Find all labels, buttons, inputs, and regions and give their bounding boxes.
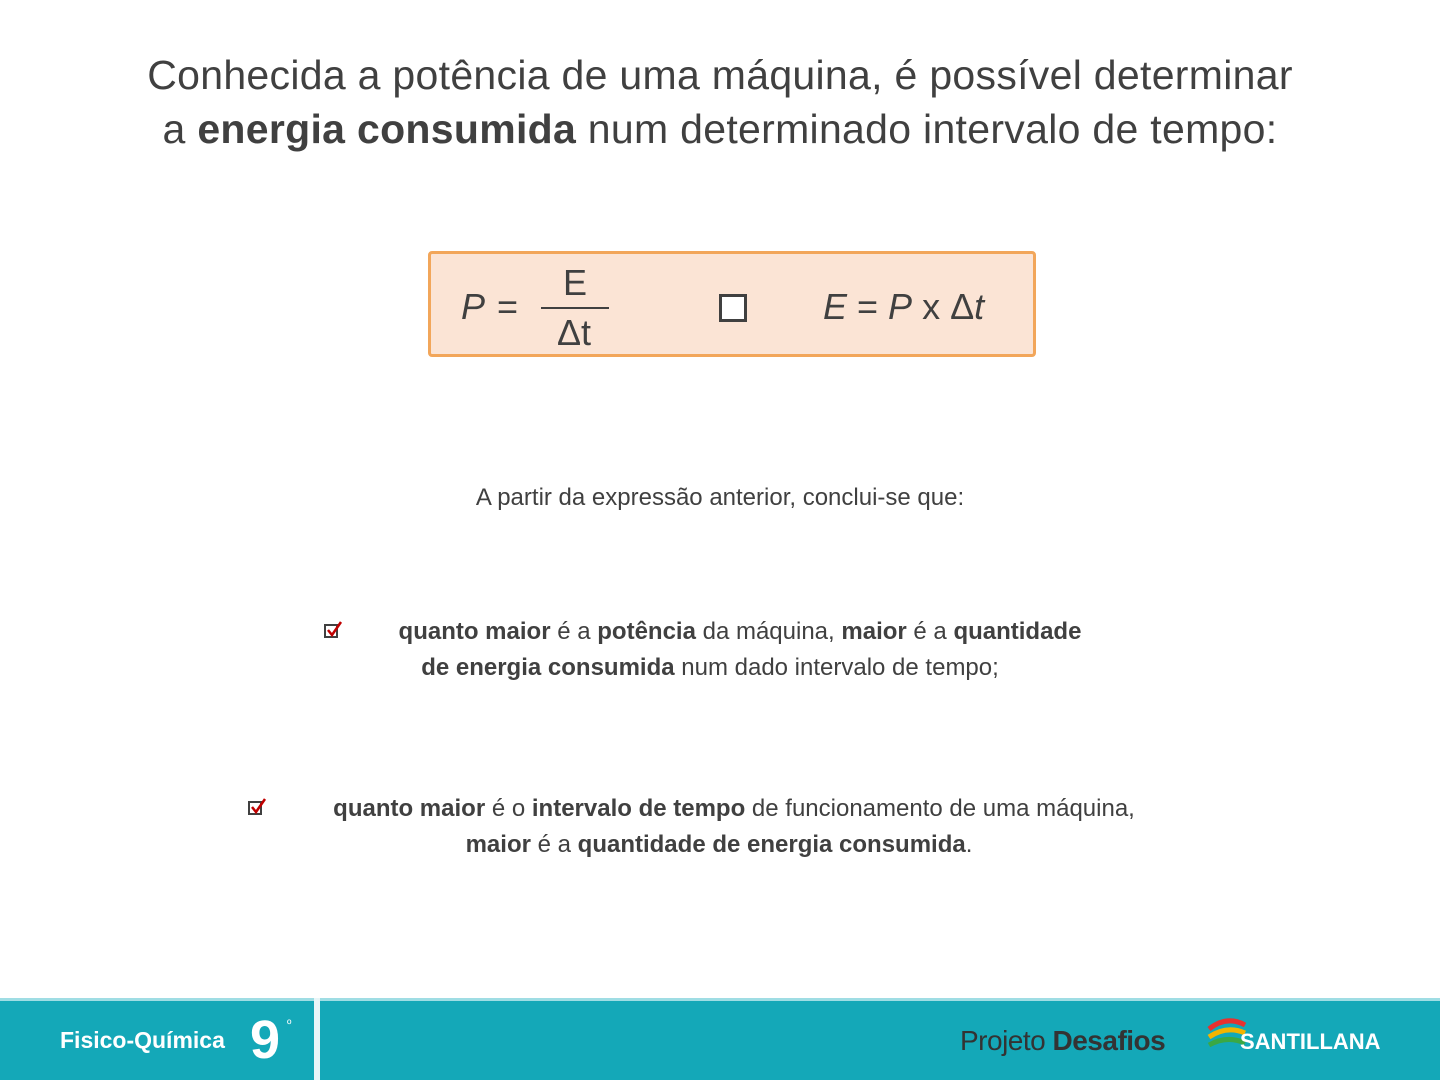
- bullet-1-bold-2: potência: [597, 618, 696, 645]
- grade-number: 9: [250, 1010, 281, 1070]
- bullet-1-bold-5: de energia consumida: [421, 654, 675, 681]
- bullet-1-text-2: da máquina,: [695, 618, 842, 645]
- formula-result: [823, 286, 984, 328]
- title-line-1: Conhecida a potência de uma máquina, é possível determinar: [147, 52, 1293, 98]
- projeto-label: Projeto: [960, 1025, 1053, 1056]
- bullet-2-bold-3: maior: [465, 831, 531, 858]
- bullet-time: [264, 791, 1204, 863]
- formula-equals: =: [497, 286, 519, 327]
- bullet-1-text-3: é a: [906, 618, 954, 645]
- subject-label: Fisico-Química: [60, 1027, 225, 1053]
- grade-ordinal: º: [287, 1017, 292, 1031]
- formula-power-var: P: [461, 286, 486, 327]
- formula-box: [428, 251, 1036, 357]
- bullet-2-bold-2: intervalo de tempo: [531, 795, 746, 822]
- title-line-2-post: num determinado intervalo de tempo:: [576, 106, 1278, 152]
- checkbox-checked-icon: [324, 624, 338, 638]
- footer-bar: [0, 998, 1440, 1080]
- result-energy-var: E: [823, 286, 848, 327]
- footer-brand-panel: [320, 998, 1440, 1080]
- bullet-1-text-4: num dado intervalo de tempo;: [674, 654, 999, 681]
- bullet-2-bold-4: quantidade de energia consumida: [577, 831, 966, 858]
- bullet-1-bold-1: quanto maior: [398, 618, 551, 645]
- bullet-2-text-1: é o: [485, 795, 532, 822]
- bullet-1-line-2: [280, 650, 1140, 686]
- formula-denominator: Δt: [557, 312, 592, 353]
- bullet-1-text-1: é a: [550, 618, 598, 645]
- bullet-power: [340, 614, 1140, 686]
- bullet-1-bold-3: maior: [841, 618, 907, 645]
- bullet-2-line-1: [264, 791, 1204, 827]
- title-line-2-pre: a: [162, 106, 198, 152]
- bullet-1-bold-4: quantidade: [953, 618, 1082, 645]
- fraction-bar: [541, 307, 609, 309]
- desafios-label: Desafios: [1052, 1025, 1166, 1056]
- result-times-delta: x Δ: [912, 286, 975, 327]
- bullet-2-line-2: [234, 827, 1204, 863]
- bullet-2-text-4: .: [965, 831, 973, 858]
- bullet-1-line-1: [340, 614, 1140, 650]
- bullet-2-text-2: de funcionamento de uma máquina,: [745, 795, 1135, 822]
- bullet-2-bold-1: quanto maior: [333, 795, 486, 822]
- result-equals: =: [847, 286, 889, 327]
- formula-numerator: E: [563, 262, 588, 303]
- title-bold-energy: energia consumida: [197, 106, 577, 152]
- publisher-name: SANTILLANA: [1240, 1029, 1381, 1054]
- slide-title: [60, 48, 1380, 156]
- checkbox-checked-icon: [248, 801, 262, 815]
- title-line-2: [60, 102, 1380, 156]
- result-power-var: P: [888, 286, 913, 327]
- intro-text: A partir da expressão anterior, conclui-se que:: [475, 484, 965, 511]
- implies-symbol-icon: [719, 294, 747, 322]
- footer-subject-panel: [0, 998, 314, 1080]
- result-time-var: t: [974, 286, 985, 327]
- projeto-desafios-logo: [960, 1025, 1165, 1057]
- bullet-2-text-3: é a: [530, 831, 578, 858]
